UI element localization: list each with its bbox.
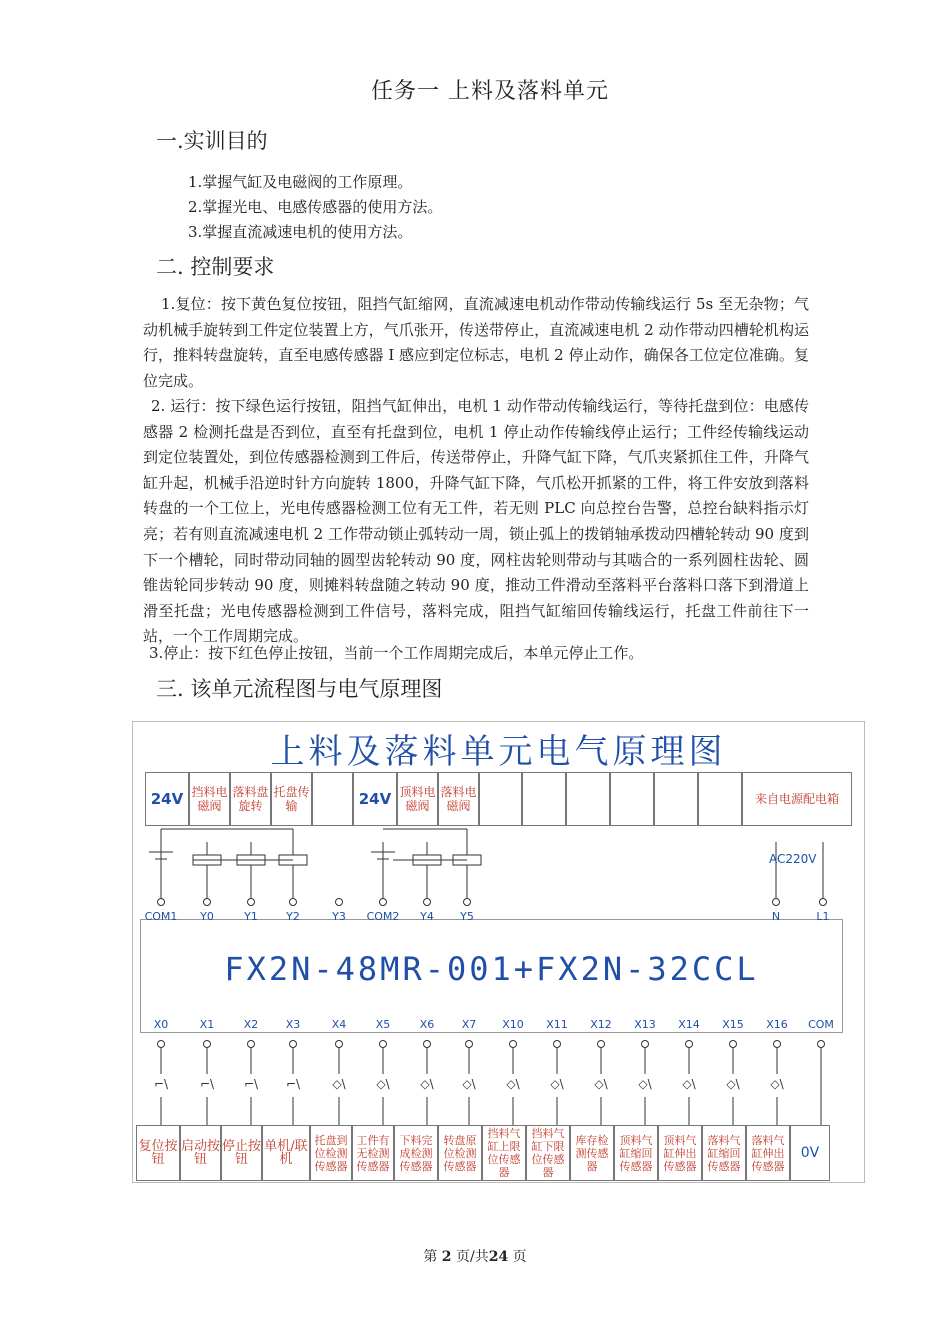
terminal-dot bbox=[204, 1041, 211, 1048]
objective-item: 3.掌握直流减速电机的使用方法。 bbox=[188, 223, 413, 241]
diagram-title: 上料及落料单元电气原理图 bbox=[270, 732, 727, 772]
input-label-cell: 下料完成检测传感器 bbox=[394, 1125, 438, 1181]
output-terminal-label: Y2 bbox=[286, 910, 300, 923]
terminal-dot bbox=[773, 899, 780, 906]
requirement-reset: 1.复位：按下黄色复位按钮，阻挡气缸缩网，直流减速电机动作带动传输线运行 5s 至无杂物；气动机械手旋转到工件定位装置上方，气爪张开，传送带停止，直流减速电机 2 动作带动四槽轮机构运行，推料转盘旋转，直至电感传感器 I 感应到定位标志，电机 2 停止动作，确保各工位定位准确。复位完成。 bbox=[143, 295, 809, 390]
section-heading-requirements: 二. 控制要求 bbox=[156, 255, 275, 279]
input-label-cell: 挡料气缸下限位传感器 bbox=[526, 1125, 570, 1181]
top-label-cell: 托盘传输 bbox=[271, 772, 312, 826]
terminal-dot bbox=[686, 1041, 693, 1048]
input-label-cell: 工件有无检测传感器 bbox=[352, 1125, 394, 1181]
section-heading-objectives: 一.实训目的 bbox=[156, 129, 268, 153]
page-title: 任务一 上料及落料单元 bbox=[371, 79, 609, 104]
output-terminal-label: Y4 bbox=[420, 910, 434, 923]
input-terminal-label: X15 bbox=[722, 1018, 744, 1031]
input-terminal-label: X11 bbox=[546, 1018, 568, 1031]
switch-symbol: ⌐\ bbox=[153, 1077, 169, 1091]
top-label-cell: 落料电磁阀 bbox=[438, 772, 479, 826]
page-footer bbox=[0, 1246, 950, 1266]
page-total: 24 bbox=[488, 1249, 509, 1265]
output-terminal-label: Y1 bbox=[244, 910, 258, 923]
sensor-symbol: ◇\ bbox=[332, 1077, 346, 1091]
input-terminal-label: X13 bbox=[634, 1018, 656, 1031]
plc-model: FX2N-48MR-001+FX2N-32CCL bbox=[224, 950, 759, 988]
terminal-dot bbox=[336, 899, 343, 906]
terminal-dot bbox=[248, 899, 255, 906]
input-label-cell: 顶料气缸缩回传感器 bbox=[614, 1125, 658, 1181]
terminal-dot bbox=[424, 899, 431, 906]
terminal-dot bbox=[466, 1041, 473, 1048]
top-label-cell: 顶料电磁阀 bbox=[397, 772, 438, 826]
input-label-cell: 落料气缸伸出传感器 bbox=[746, 1125, 790, 1181]
output-terminal-label: Y5 bbox=[460, 910, 474, 923]
page-number: 2 bbox=[441, 1249, 452, 1265]
sensor-symbol: ◇\ bbox=[420, 1077, 434, 1091]
input-label-cell: 挡料气缸上限位传感器 bbox=[482, 1125, 526, 1181]
sensor-symbol: ◇\ bbox=[594, 1077, 608, 1091]
sensor-symbol: ◇\ bbox=[770, 1077, 784, 1091]
terminal-dot bbox=[730, 1041, 737, 1048]
footer-text: 页/共 bbox=[451, 1249, 489, 1265]
terminal-dot bbox=[464, 899, 471, 906]
terminal-dot bbox=[424, 1041, 431, 1048]
terminal-dot bbox=[290, 899, 297, 906]
sensor-symbol: ◇\ bbox=[506, 1077, 520, 1091]
top-label-cell: 挡料电磁阀 bbox=[189, 772, 230, 826]
terminal-dot bbox=[248, 1041, 255, 1048]
terminal-dot bbox=[554, 1041, 561, 1048]
input-label-cell: 0V bbox=[790, 1125, 830, 1181]
terminal-dot bbox=[380, 899, 387, 906]
input-terminal-label: X10 bbox=[502, 1018, 524, 1031]
section-heading-diagram: 三. 该单元流程图与电气原理图 bbox=[156, 677, 443, 701]
input-terminal-label: X12 bbox=[590, 1018, 612, 1031]
output-terminal-label: L1 bbox=[816, 910, 830, 923]
top-label-cell: 24V bbox=[353, 772, 397, 826]
ac-label: AC220V bbox=[769, 852, 817, 866]
terminal-dot bbox=[204, 899, 211, 906]
terminal-dot bbox=[598, 1041, 605, 1048]
input-terminal-label: X3 bbox=[285, 1018, 301, 1031]
output-terminal-label: Y3 bbox=[332, 910, 346, 923]
terminal-dot bbox=[290, 1041, 297, 1048]
input-label-cell: 落料气缸缩回传感器 bbox=[702, 1125, 746, 1181]
terminal-dot bbox=[510, 1041, 517, 1048]
terminal-dot bbox=[774, 1041, 781, 1048]
terminal-dot bbox=[158, 1041, 165, 1048]
input-terminal-label: X7 bbox=[461, 1018, 477, 1031]
sensor-symbol: ◇\ bbox=[638, 1077, 652, 1091]
input-terminal-label: COM bbox=[808, 1018, 834, 1031]
switch-symbol: ⌐\ bbox=[199, 1077, 215, 1091]
output-terminal-label: Y0 bbox=[200, 910, 214, 923]
terminal-dot bbox=[820, 899, 827, 906]
sensor-symbol: ◇\ bbox=[726, 1077, 740, 1091]
top-label-cell: 24V bbox=[145, 772, 189, 826]
input-terminal-label: X14 bbox=[678, 1018, 700, 1031]
requirement-run: 2. 运行：按下绿色运行按钮，阻挡气缸伸出，电机 1 动作带动传输线运行，等待托盘到位：电感传感器 2 检测托盘是否到位，直至有托盘到位，电机 1 停止动作传输线停止运行；工件经传输线运动到定位装置处，到位传感器检测到工件后，传送带停止，升降气缸下降，气爪夹紧抓住工件，升降气缸升起，机械手沿逆时针方向旋转 1800，升降气缸下降，气爪松开抓紧的工件，将工件安放到落料转盘的一个工位上，光电传感器检测工位有无工件，若无则 PLC 向总控台告警，总控台缺料指示灯亮；若有则直流减速电机 2 工作带动锁止弧转动一周，锁止弧上的拨销轴承拨动四槽轮转动 90 度到下一个槽轮，同时带动同轴的圆型齿轮转动 90 度，网柱齿轮则带动与其啮合的一系列圆柱齿轮、圆锥齿轮同步转动 90 度，则摊料转盘随之转动 90 度，推动工件滑动至落料平台落料口落下到滑道上滑至托盘；光电传感器检测到工件信号，落料完成，阻挡气缸缩回传输线运行，托盘工件前往下一站，一个工作周期完成。 bbox=[143, 397, 809, 646]
output-terminal-label: N bbox=[771, 910, 781, 923]
input-label-cell: 复位按钮 bbox=[136, 1125, 180, 1181]
input-label-cell: 单机/联机 bbox=[262, 1125, 310, 1181]
terminal-dot bbox=[642, 1041, 649, 1048]
input-terminal-label: X5 bbox=[375, 1018, 391, 1031]
input-label-cell: 停止按钮 bbox=[221, 1125, 262, 1181]
terminal-dot bbox=[380, 1041, 387, 1048]
objective-item: 1.掌握气缸及电磁阀的工作原理。 bbox=[188, 173, 413, 191]
sensor-symbol: ◇\ bbox=[376, 1077, 390, 1091]
terminal-dot bbox=[158, 899, 165, 906]
input-label-cell: 托盘到位检测传感器 bbox=[310, 1125, 352, 1181]
input-label-cell: 顶料气缸伸出传感器 bbox=[658, 1125, 702, 1181]
output-terminal-label: COM2 bbox=[366, 910, 400, 923]
objective-item: 2.掌握光电、电感传感器的使用方法。 bbox=[188, 198, 443, 216]
input-terminal-label: X2 bbox=[243, 1018, 259, 1031]
top-label-cell: 来自电源配电箱 bbox=[742, 772, 852, 826]
input-terminal-label: X4 bbox=[331, 1018, 347, 1031]
sensor-symbol: ◇\ bbox=[550, 1077, 564, 1091]
input-label-cell: 转盘原位检测传感器 bbox=[438, 1125, 482, 1181]
output-terminal-label: COM1 bbox=[144, 910, 178, 923]
sensor-symbol: ◇\ bbox=[682, 1077, 696, 1091]
input-label-cell: 库存检测传感器 bbox=[570, 1125, 614, 1181]
terminal-dot bbox=[336, 1041, 343, 1048]
footer-text: 页 bbox=[508, 1249, 527, 1265]
input-label-cell: 启动按钮 bbox=[180, 1125, 221, 1181]
switch-symbol: ⌐\ bbox=[285, 1077, 301, 1091]
input-terminal-label: X16 bbox=[766, 1018, 788, 1031]
input-terminal-label: X0 bbox=[153, 1018, 169, 1031]
electrical-diagram bbox=[132, 721, 865, 1183]
terminal-dot bbox=[818, 1041, 825, 1048]
top-label-cell: 落料盘旋转 bbox=[230, 772, 271, 826]
input-terminal-label: X1 bbox=[199, 1018, 215, 1031]
input-terminal-label: X6 bbox=[419, 1018, 435, 1031]
footer-text: 第 bbox=[423, 1249, 442, 1265]
requirement-stop: 3.停止：按下红色停止按钮，当前一个工作周期完成后，本单元停止工作。 bbox=[149, 644, 644, 662]
sensor-symbol: ◇\ bbox=[462, 1077, 476, 1091]
switch-symbol: ⌐\ bbox=[243, 1077, 259, 1091]
